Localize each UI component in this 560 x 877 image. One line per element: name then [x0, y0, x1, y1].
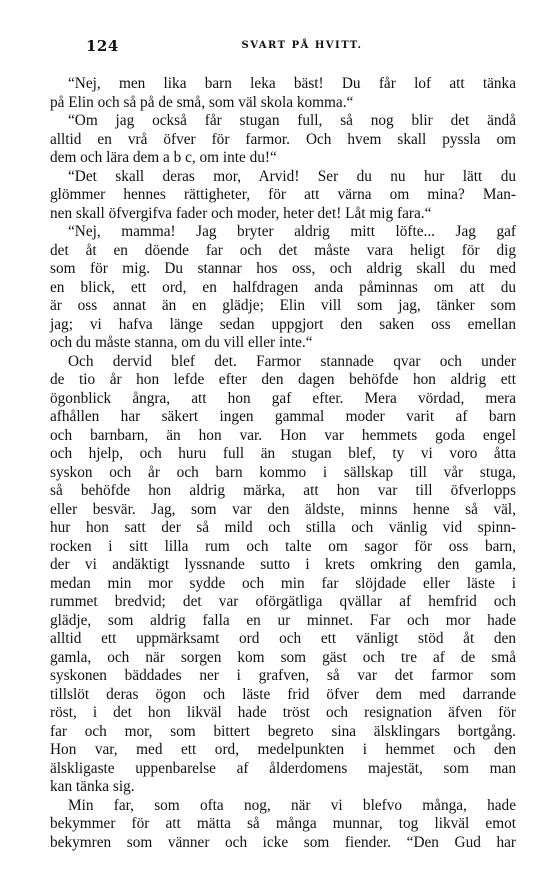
text-line: glömmer hennes rättigheter, för att värna om mina? Man- — [50, 186, 516, 203]
text-line: Hon var, med ett ord, medelpunkten i hemmet och den — [50, 741, 516, 758]
text-line: gamla, och när sorgen kom som gäst och tre af de små — [50, 648, 516, 666]
page-number: 124 — [86, 37, 119, 55]
text-line: Och dervid blef det. Farmor stannade qvar och under — [68, 352, 516, 370]
running-title: SVART PÅ HVITT. — [241, 40, 363, 51]
text-line: rocken i sitt lilla rum och talte om sagor för oss barn, — [50, 537, 516, 555]
text-line: alltid en vrå öfver för farmor. Och hvem skall pyssla om — [50, 130, 516, 148]
text-line: afhållen har säkert ingen gammal moder varit af barn — [50, 408, 516, 425]
text-line: syskon och år och barn kommo i sällskap till vår stuga, — [50, 463, 516, 481]
text-line: och du måste stanna, om du vill eller inte.“ — [50, 334, 313, 351]
text-line: tillslöt deras ögon och läste frid öfver dem med darrande — [50, 685, 516, 703]
text-line: röst, i det hon likväl hade tröst och resignation äfven för — [50, 704, 516, 721]
text-line: de tio år hon lefde efter den dagen behöfde hon aldrig ett — [50, 371, 516, 388]
text-line: Min far, som ofta nog, när vi blefvo många, hade — [68, 796, 516, 814]
text-line: “Nej, men lika barn leka bäst! Du får lof att tänka — [68, 75, 516, 92]
text-line: hur hon satt der så mild och stilla och vänlig vid spinn- — [50, 519, 516, 536]
text-line: nen skall öfvergifva fader och moder, heter det! Låt mig fara.“ — [50, 204, 432, 222]
text-line: kan tänka sig. — [50, 778, 135, 795]
text-line: eller besvär. Jag, som var den äldste, minns henne så väl, — [50, 500, 516, 518]
text-line: der vi andäktigt lyssnande sutto i krets omkring den gamla, — [50, 556, 516, 573]
text-line: glädje, som aldrig falla en ur minnet. Far och mor hade — [50, 611, 516, 629]
text-line: så behöfde hon aldrig märka, att hon var till öfverlopps — [50, 482, 516, 499]
text-line: bekymren som vänner och icke som fiender. “Den Gud har — [50, 833, 516, 851]
text-line: är oss annat än en glädje; Elin vill som jag, tänker som — [50, 297, 516, 314]
text-line: medan min mor sydde och min far slöjdade eller läste i — [50, 574, 516, 592]
text-line: och barnbarn, än hon var. Hon var hemmets goda engel — [50, 426, 516, 444]
text-line: ögonblick ångra, att hon gaf efter. Mera vördad, mera — [50, 389, 516, 407]
text-line: på Elin och så på de små, som väl skola komma.“ — [50, 93, 354, 111]
body-text — [50, 75, 516, 852]
text-line: en blick, ett ord, en halfdragen anda påminnas om att du — [50, 278, 516, 296]
text-line: som för mig. Du stannar hos oss, och aldrig skall du med — [50, 260, 516, 277]
text-line: det åt en döende far och det måste vara heligt för dig — [50, 241, 516, 259]
text-line: syskonen bäddades ner i grafven, så var det farmor som — [50, 667, 516, 684]
text-line: och hjelp, och huru full än stugan blef, ty vi voro åtta — [50, 445, 516, 462]
text-line: “Om jag också får stugan full, så nog blir det ändå — [68, 112, 516, 129]
page-header — [86, 37, 518, 59]
text-line: rummet bredvid; det var oförgätliga qvällar af hemfrid och — [50, 593, 516, 610]
text-line: “Det skall deras mor, Arvid! Ser du nu hur lätt du — [68, 167, 516, 185]
text-line: “Nej, mamma! Jag bryter aldrig mitt löfte... Jag gaf — [68, 223, 516, 240]
text-line: alltid ett uppmärksamt ord och ett vänligt stöd åt den — [50, 630, 516, 647]
text-line: jag; vi hafva länge sedan uppgjort den saken oss emellan — [50, 315, 516, 333]
text-line: älskligaste uppenbarelse af ålderdomens majestät, som man — [50, 759, 516, 777]
text-line: far och mor, som bittert begreto sina älsklingars bortgång. — [50, 722, 516, 740]
text-line: dem och lära dem a b c, om inte du!“ — [50, 149, 277, 166]
text-line: bekymmer för att mätta så många munnar, tog likväl emot — [50, 815, 516, 832]
